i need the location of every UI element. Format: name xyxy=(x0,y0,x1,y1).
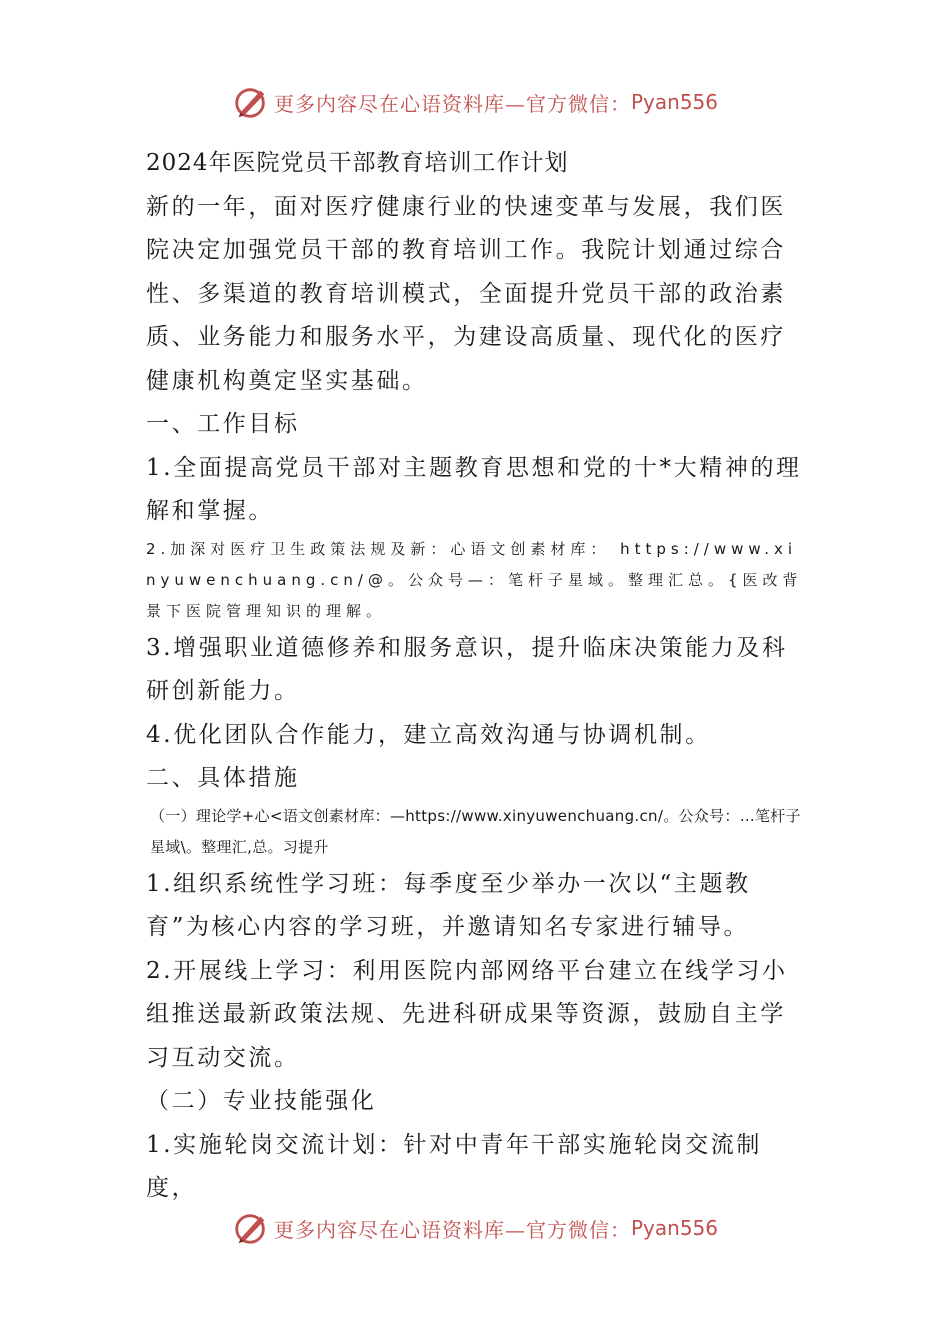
watermark-text: 更多内容尽在心语资料库—官方微信： xyxy=(273,1217,631,1242)
pen-logo-icon xyxy=(232,1209,270,1247)
watermark-handle: Pyan556 xyxy=(630,90,718,114)
subsection-heading-theory: （一）理论学+心<语文创素材库：—https://www.xinyuwenchuang.cn/。公众号：…笔杆子星域\。整理汇,总。习提升 xyxy=(150,806,801,856)
goal-item-1: 1.全面提高党员干部对主题教育思想和党的十*大精神的理解和掌握。 xyxy=(146,454,802,524)
goal-item-4: 4.优化团队合作能力，建立高效沟通与协调机制。 xyxy=(146,721,711,748)
pen-logo-icon xyxy=(232,83,270,121)
section-heading-measures: 二、具体措施 xyxy=(146,765,300,791)
document-title: 2024年医院党员干部教育培训工作计划 xyxy=(146,150,569,176)
goal-item-2: 2.加深对医疗卫生政策法规及新：心语文创素材库： https://www.xinyuwenchuang.cn/@。公众号—：笔杆子星域。整理汇总。{医改背景下医院管理知识的理解。 xyxy=(146,539,803,620)
watermark-text: 更多内容尽在心语资料库—官方微信： xyxy=(273,91,631,116)
watermark-handle: Pyan556 xyxy=(630,1216,718,1240)
watermark-banner-top xyxy=(0,82,950,122)
goal-item-3: 3.增强职业道德修养和服务意识，提升临床决策能力及科研创新能力。 xyxy=(146,634,788,704)
document-body xyxy=(146,142,810,1211)
measure-item-2: 2.开展线上学习：利用医院内部网络平台建立在线学习小组推送最新政策法规、先进科研成果等资源，鼓励自主学习互动交流。 xyxy=(146,957,788,1071)
measure-item-1: 1.组织系统性学习班：每季度至少举办一次以“主题教育”为核心内容的学习班，并邀请知名专家进行辅导。 xyxy=(146,870,751,940)
intro-paragraph: 新的一年，面对医疗健康行业的快速变革与发展，我们医院决定加强党员干部的教育培训工作。我院计划通过综合性、多渠道的教育培训模式，全面提升党员干部的政治素质、业务能力和服务水平，为建设高质量、现代化的医疗健康机构奠定坚实基础。 xyxy=(146,193,786,394)
measure-item-3: 1.实施轮岗交流计划：针对中青年干部实施轮岗交流制度， xyxy=(146,1131,762,1201)
subsection-heading-skills: （二）专业技能强化 xyxy=(146,1088,377,1114)
section-heading-goals: 一、工作目标 xyxy=(146,411,300,437)
watermark-banner-bottom xyxy=(0,1208,950,1248)
